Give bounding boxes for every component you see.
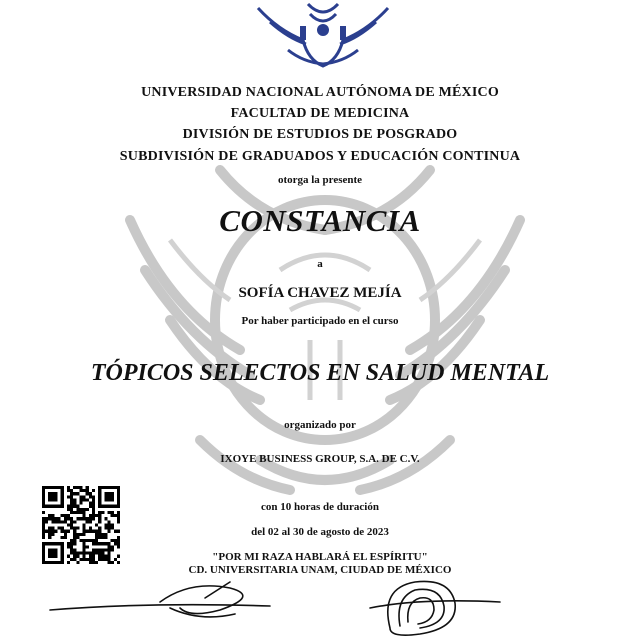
university-name: UNIVERSIDAD NACIONAL AUTÓNOMA DE MÉXICO xyxy=(141,85,499,100)
grants-text: otorga la presente xyxy=(277,174,363,186)
location-text: CD. UNIVERSITARIA UNAM, CIUDAD DE MÉXICO xyxy=(188,564,452,576)
to-text: a xyxy=(317,258,323,270)
duration-text: con 10 horas de duración xyxy=(261,501,379,513)
motto-text: "POR MI RAZA HABLARÁ EL ESPÍRITU" xyxy=(212,551,428,563)
organizer-name: IXOYE BUSINESS GROUP, S.A. DE C.V. xyxy=(220,453,420,465)
date-text: del 02 al 30 de agosto de 2023 xyxy=(251,526,389,538)
signature-right-icon xyxy=(360,568,510,640)
recipient-name: SOFÍA CHAVEZ MEJÍA xyxy=(238,285,402,301)
division-name: DIVISIÓN DE ESTUDIOS DE POSGRADO xyxy=(182,127,458,142)
qr-code-icon[interactable] xyxy=(42,486,120,564)
document-title: CONSTANCIA xyxy=(219,203,421,238)
participation-text: Por haber participado en el curso xyxy=(241,315,399,327)
organized-by-text: organizado por xyxy=(284,419,356,431)
course-title: TÓPICOS SELECTOS EN SALUD MENTAL xyxy=(90,360,550,386)
unam-crest-icon xyxy=(248,0,398,70)
signature-left-icon xyxy=(30,572,290,640)
faculty-name: FACULTAD DE MEDICINA xyxy=(230,106,410,121)
subdivision-name: SUBDIVISIÓN DE GRADUADOS Y EDUCACIÓN CONTINUA xyxy=(119,149,521,164)
